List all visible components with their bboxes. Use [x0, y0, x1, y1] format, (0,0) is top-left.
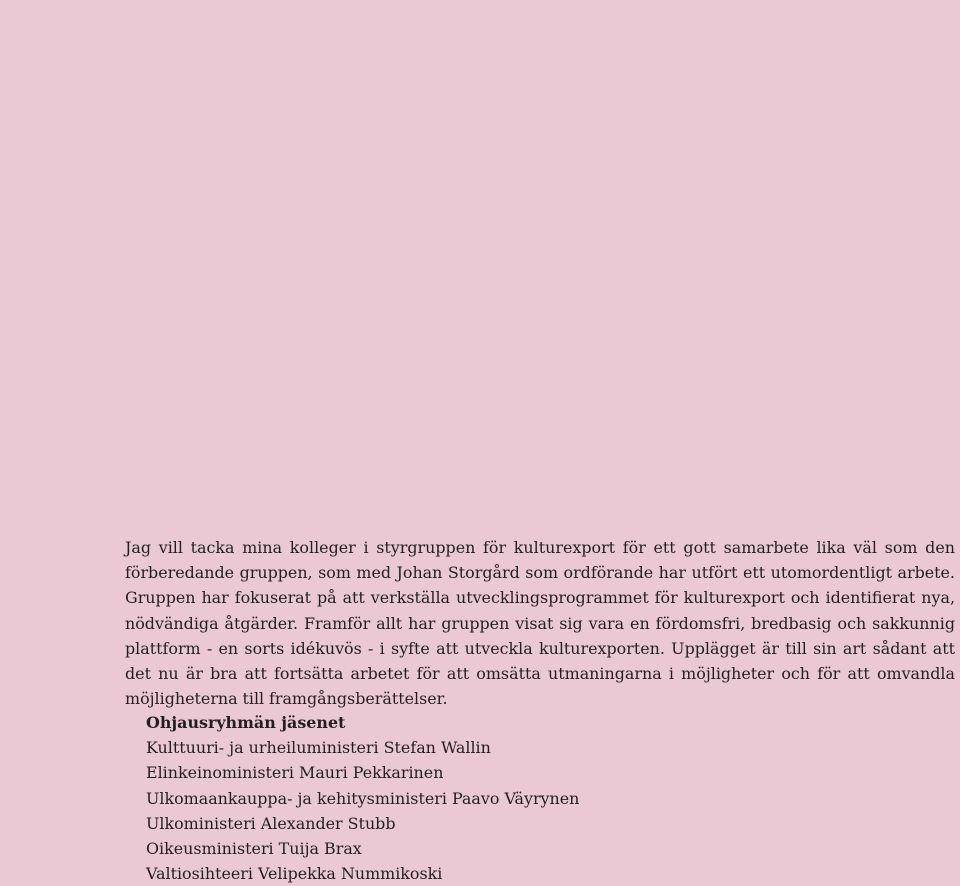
member-item: Ulkoministeri Alexander Stubb [146, 813, 396, 833]
steering-group-members [146, 710, 906, 886]
member-item: Valtiosihteeri Velipekka Nummikoski [146, 864, 443, 884]
member-item: Kulttuuri- ja urheiluministeri Stefan Wallin [146, 738, 491, 758]
member-item: Elinkeinoministeri Mauri Pekkarinen [146, 763, 444, 783]
member-item: Oikeusministeri Tuija Brax [146, 839, 362, 859]
member-list [146, 735, 906, 886]
member-item: Ulkomaankauppa- ja kehitysministeri Paavo Väyrynen [146, 788, 580, 808]
members-heading: Ohjausryhmän jäsenet [146, 713, 346, 732]
acknowledgement-paragraph: Jag vill tacka mina kolleger i styrgruppen för kulturexport för ett gott samarbete lika väl som den förberedande gruppen, som med Johan Storgård som ordförande har utfört ett utomordentligt arbete. Gruppen har fokuserat på att verkställa utvecklingsprogrammet för kulturexport och identifierat nya, nödvändiga åtgärder. Framför allt har gruppen visat sig vara en fördomsfri, bredbasig och sakkunnig plattform - en sorts idékuvös - i syfte att utveckla kulturexporten. Upplägget är till sin art sådant att det nu är bra att fortsätta arbetet för att omsätta utmaningarna i möjligheter och för att omvandla möjligheterna till framgångsberättelser. [125, 538, 955, 709]
